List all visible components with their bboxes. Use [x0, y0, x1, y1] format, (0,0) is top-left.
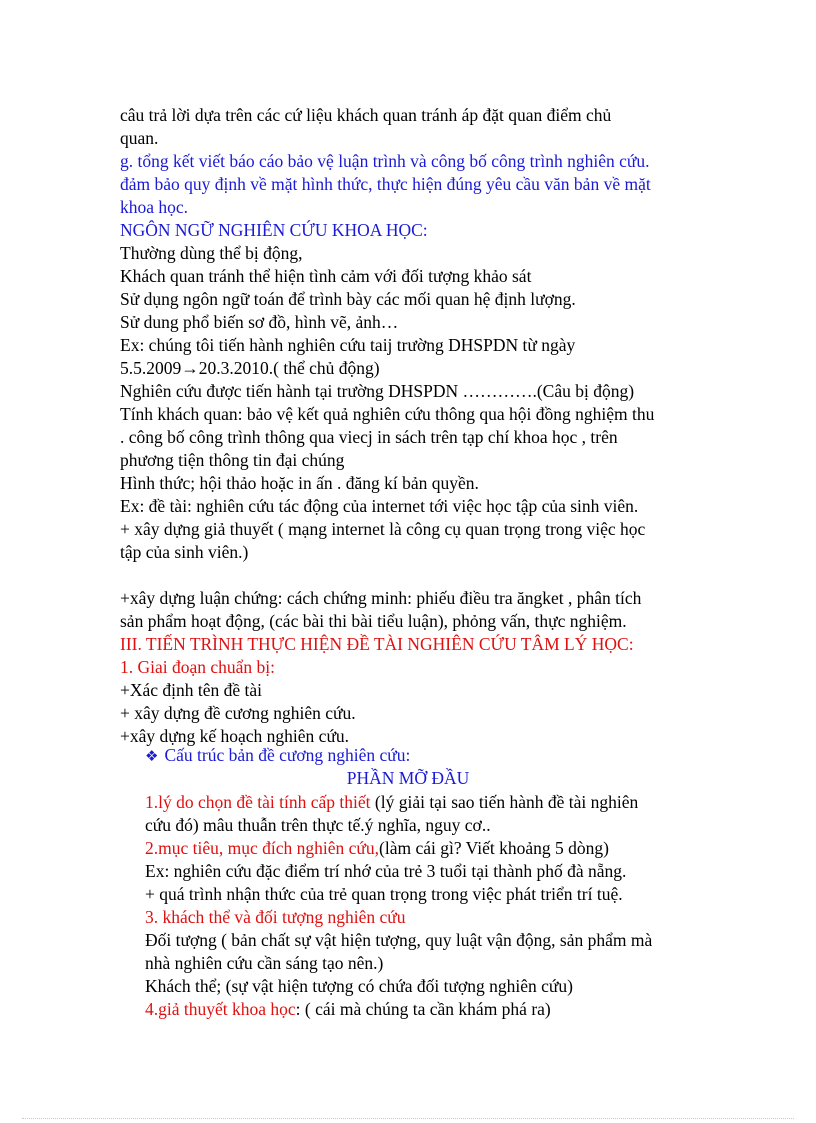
text-line [145, 791, 638, 813]
text-line: khoa học. [120, 197, 189, 217]
text-line: Sử dung phổ biến sơ đồ, hình vẽ, ảnh… [120, 312, 399, 332]
text-line: Khách thể; (sự vật hiện tượng có chứa đối tượng nghiên cứu) [145, 976, 573, 996]
item-heading-2: 2.mục tiêu, mục đích nghiên cứu, [145, 838, 380, 858]
text-line: quan. [120, 128, 159, 148]
text-line: phương tiện thông tin đại chúng [120, 450, 345, 470]
text-line: + xây dựng giả thuyết ( mạng internet là công cụ quan trọng trong việc học [120, 519, 646, 539]
text-line: Hình thức; hội thảo hoặc in ấn . đăng kí bản quyền. [120, 473, 479, 493]
text-line: Sử dụng ngôn ngữ toán để trình bày các mối quan hệ định lượng. [120, 289, 576, 309]
bullet-heading-text: Cấu trúc bản đề cương nghiên cứu: [164, 745, 411, 765]
diamond-bullet-icon: ❖ [145, 747, 159, 765]
text-line: +xây dựng kế hoạch nghiên cứu. [120, 726, 350, 746]
item-heading-1: 1.lý do chọn đề tài tính cấp thiết [145, 792, 371, 812]
text-line [145, 837, 609, 859]
text-line: Khách quan tránh thể hiện tình cảm với đối tượng khảo sát [120, 266, 532, 286]
text-line: 5.5.2009→20.3.2010.( thể chủ động) [120, 358, 380, 378]
text-line: sản phẩm hoạt động, (các bài thi bài tiểu luận), phỏng vấn, thực nghiệm. [120, 611, 627, 631]
text-line: + quá trình nhận thức của trẻ quan trọng trong việc phát triển trí tuệ. [145, 884, 623, 904]
section-heading-iii: III. TIẾN TRÌNH THỰC HIỆN ĐỀ TÀI NGHIÊN CỨU TÂM LÝ HỌC: [120, 634, 634, 654]
text-line: + xây dựng đề cương nghiên cứu. [120, 703, 356, 723]
text-line: Đối tượng ( bản chất sự vật hiện tượng, quy luật vận động, sản phẩm mà [145, 930, 653, 950]
item-text: (lý giải tại sao tiến hành đề tài nghiên [370, 792, 639, 812]
part-heading-intro: PHẦN MỠ ĐẦU [346, 768, 470, 788]
item-text: : ( cái mà chúng ta cần khám phá ra) [295, 999, 551, 1019]
section-heading-g: g. tổng kết viết báo cáo bảo vệ luận trình và công bố công trình nghiên cứu. [120, 151, 650, 171]
text-line: Thường dùng thể bị động, [120, 243, 303, 263]
text-line: Nghiên cứu được tiến hành tại trường DHSPDN ………….(Câu bị động) [120, 381, 635, 401]
text-line: Ex: đề tài: nghiên cứu tác động của internet tới việc học tập của sinh viên. [120, 496, 639, 516]
item-heading-3: 3. khách thể và đối tượng nghiên cứu [145, 907, 406, 927]
item-heading-4: 4.giả thuyết khoa học [145, 999, 296, 1019]
text-line: Ex: nghiên cứu đặc điểm trí nhớ của trẻ 3 tuổi tại thành phố đà nẵng. [145, 861, 627, 881]
text-line [145, 998, 551, 1020]
text-line: +xây dựng luận chứng: cách chứng minh: phiếu điều tra ăngket , phân tích [120, 588, 642, 608]
text-line: Ex: chúng tôi tiến hành nghiên cứu taij trường DHSPDN từ ngày [120, 335, 576, 355]
bullet-heading-outline [145, 744, 410, 767]
text-line: Tính khách quan: bảo vệ kết quả nghiên cứu thông qua hội đồng nghiệm thu [120, 404, 655, 424]
page-bottom-divider [22, 1118, 794, 1119]
text-line: cứu đó) mâu thuẫn trên thực tế.ý nghĩa, nguy cơ.. [145, 815, 491, 835]
text-line: nhà nghiên cứu cần sáng tạo nên.) [145, 953, 384, 973]
item-text: (làm cái gì? Viết khoảng 5 dòng) [379, 838, 609, 858]
text-line: câu trả lời dựa trên các cứ liệu khách quan tránh áp đặt quan điểm chủ [120, 105, 612, 125]
subsection-heading-1: 1. Giai đoạn chuẩn bị: [120, 657, 276, 677]
text-line: tập của sinh viên.) [120, 542, 249, 562]
text-line: . công bố công trình thông qua viecj in sách trên tạp chí khoa học , trên [120, 427, 618, 447]
text-line: +Xác định tên đề tài [120, 680, 263, 700]
section-heading-language: NGÔN NGỮ NGHIÊN CỨU KHOA HỌC: [120, 220, 428, 240]
text-line: đảm bảo quy định về mặt hình thức, thực hiện đúng yêu cầu văn bản về mặt [120, 174, 651, 194]
